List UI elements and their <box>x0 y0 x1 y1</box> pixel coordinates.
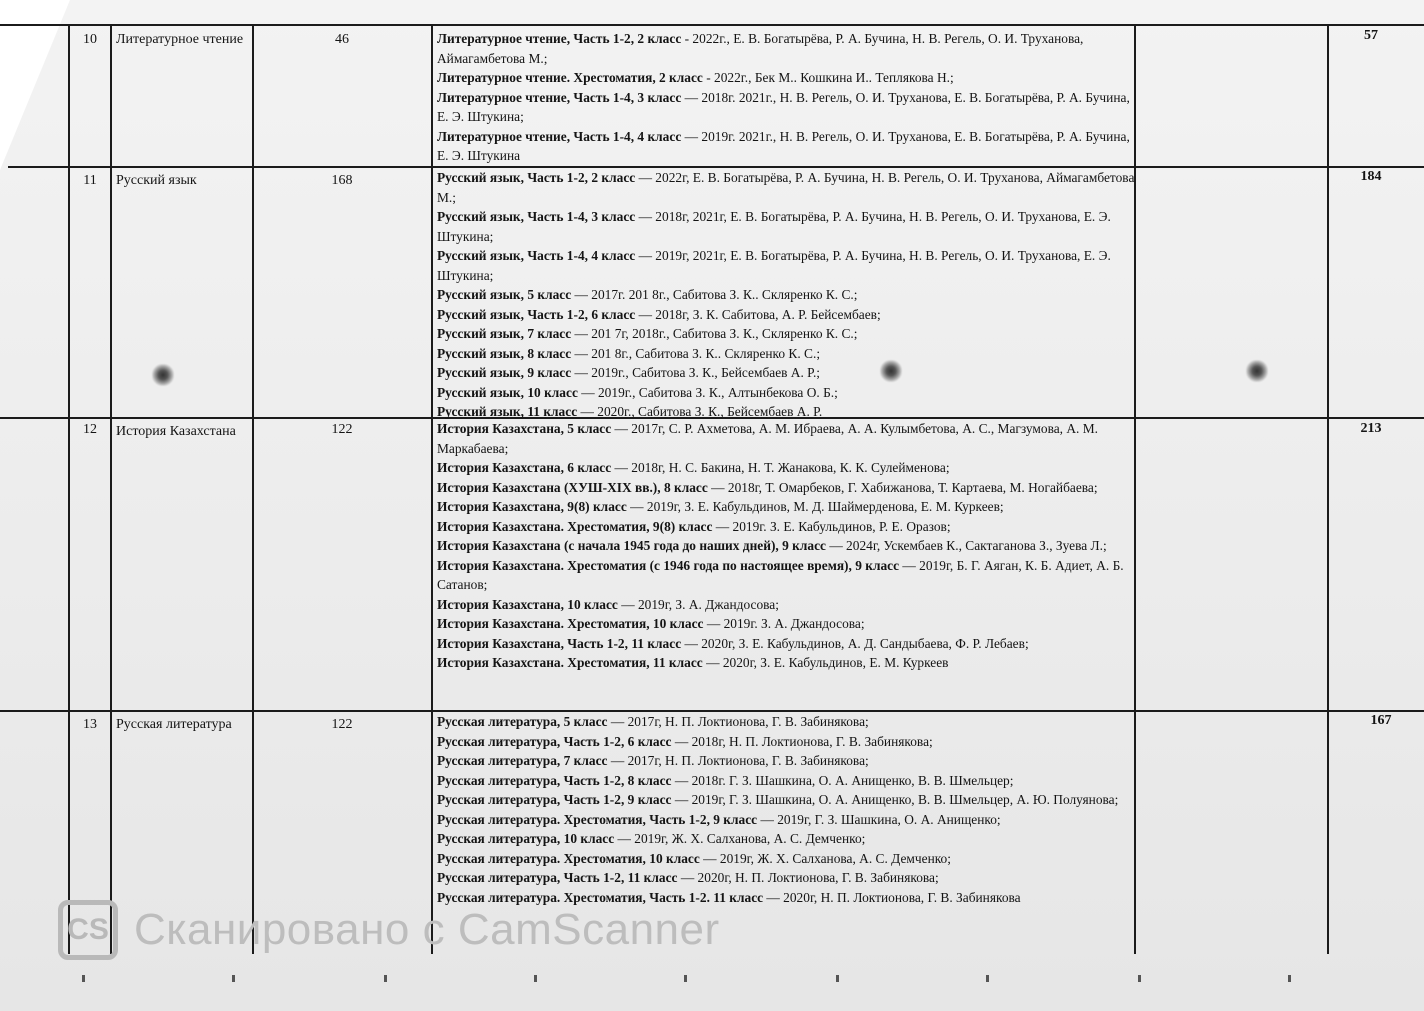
hours-value: 168 <box>331 173 353 188</box>
total-value: 167 <box>1370 713 1392 728</box>
textbook-entry: Русская литература, 7 класс — 2017г, Н. П. Локтионова, Г. В. Забинякова; <box>437 753 869 768</box>
scan-dot <box>534 975 537 982</box>
textbook-entry: Русский язык, Часть 1-2, 2 класс — 2022г, Е. В. Богатырёва, Р. А. Бучина, Н. В. Регель, О. И. Труханова, Аймагамбетова М.; <box>437 170 1135 205</box>
scan-dot <box>986 975 989 982</box>
textbook-entry: Русская литература, 10 класс — 2019г, Ж. Х. Салханова, А. С. Демченко; <box>437 831 866 846</box>
scan-dot <box>684 975 687 982</box>
scan-dot <box>1288 975 1291 982</box>
textbook-entry: Литературное чтение. Хрестоматия, 2 класс - 2022г., Бек М.. Кошкина И.. Теплякова Н.; <box>437 70 954 85</box>
hours-value: 122 <box>331 422 353 437</box>
textbook-entry: Русская литература, 5 класс — 2017г, Н. П. Локтионова, Г. В. Забинякова; <box>437 714 869 729</box>
textbook-entry: История Казахстана, 5 класс — 2017г, С. Р. Ахметова, А. М. Ибраева, А. А. Кулымбетова, А. С., Магзумова, А. М. Маркабаева; <box>437 421 1098 456</box>
textbook-entry: Литературное чтение, Часть 1-4, 3 класс — 2018г. 2021г., Н. В. Регель, О. И. Труханова, Е. В. Богатырёва, Р. А. Бучина, Е. Э. Штукина; <box>437 89 1130 124</box>
hours-value: 46 <box>335 32 349 47</box>
subject-name: История Казахстана <box>116 424 236 439</box>
textbook-entry: Русский язык, Часть 1-4, 3 класс — 2018г, 2021г, Е. В. Богатырёва, Р. А. Бучина, Н. В. Регель, О. И. Труханова, Е. Э. Штукина; <box>437 209 1111 244</box>
subject-name: Русский язык <box>116 173 197 188</box>
textbook-entry: История Казахстана. Хрестоматия, 11 класс — 2020г, З. Е. Кабульдинов, Е. М. Куркеев <box>437 655 949 670</box>
textbook-entry: Русский язык, 11 класс — 2020г., Сабитова З. К., Бейсембаев А. Р. <box>437 404 823 419</box>
textbook-entry: История Казахстана. Хрестоматия, 10 класс — 2019г. З. А. Джандосова; <box>437 616 865 631</box>
scan-dot <box>1138 975 1141 982</box>
total-value: 57 <box>1364 28 1378 43</box>
stamp-smudge <box>1246 360 1268 382</box>
textbook-entry: История Казахстана. Хрестоматия, 9(8) класс — 2019г. З. Е. Кабульдинов, Р. Е. Оразов; <box>437 518 951 534</box>
subject-name: Русская литература <box>116 717 232 732</box>
textbook-entry: Русская литература. Хрестоматия, 10 класс — 2019г, Ж. Х. Салханова, А. С. Демченко; <box>437 850 951 866</box>
textbook-entry: Русский язык, Часть 1-2, 6 класс — 2018г, З. К. Сабитова, А. Р. Бейсембаев; <box>437 306 881 322</box>
textbook-list <box>437 168 1137 422</box>
textbook-entry: Литературное чтение, Часть 1-2, 2 класс - 2022г., Е. В. Богатырёва, Р. А. Бучина, Н. В. Регель, О. И. Труханова, Аймагамбетова М.; <box>437 31 1084 66</box>
scan-dot <box>836 975 839 982</box>
subject-name: Литературное чтение <box>116 32 244 47</box>
total-value: 213 <box>1360 421 1382 436</box>
watermark-text: Сканировано с CamScanner <box>134 905 720 954</box>
textbook-entry: История Казахстана (с начала 1945 года до наших дней), 9 класс — 2024г, Ускембаев К., Сактаганова З., Зуева Л.; <box>437 538 1107 553</box>
textbook-entry: История Казахстана, 9(8) класс — 2019г, З. Е. Кабульдинов, М. Д. Шаймерденова, Е. М. Куркеев; <box>437 499 1004 514</box>
textbook-entry: Русская литература, Часть 1-2, 11 класс — 2020г, Н. П. Локтионова, Г. В. Забинякова; <box>437 870 939 885</box>
textbook-list <box>437 29 1137 166</box>
stamp-smudge <box>880 360 902 382</box>
textbook-entry: Русская литература, Часть 1-2, 6 класс — 2018г, Н. П. Локтионова, Г. В. Забинякова; <box>437 733 933 749</box>
total-value: 184 <box>1360 169 1382 184</box>
textbook-entry: История Казахстана. Хрестоматия (с 1946 года по настоящее время), 9 класс — 2019г, Б. Г. Аяган, К. Б. Адиет, А. Б. Сатанов; <box>437 557 1124 592</box>
row-number: 12 <box>83 422 97 437</box>
textbook-entry: История Казахстана, 10 класс — 2019г, З. А. Джандосова; <box>437 596 779 612</box>
row-divider <box>0 24 1424 26</box>
scan-dot <box>232 975 235 982</box>
textbook-entry: Русская литература, Часть 1-2, 8 класс — 2018г. Г. З. Шашкина, О. А. Анищенко, В. В. Шмельцер; <box>437 772 1014 788</box>
textbook-entry: Русский язык, 5 класс — 2017г. 201 8г., Сабитова З. К.. Скляренко К. С.; <box>437 287 858 302</box>
stamp-smudge <box>152 364 174 386</box>
textbook-entry: Русский язык, 7 класс — 201 7г, 2018г., Сабитова З. К., Скляренко К. С.; <box>437 326 858 341</box>
textbook-entry: Русский язык, Часть 1-4, 4 класс — 2019г, 2021г, Е. В. Богатырёва, Р. А. Бучина, Н. В. Регель, О. И. Труханова, Е. Э. Штукина; <box>437 248 1111 283</box>
textbook-entry: История Казахстана, 6 класс — 2018г, Н. С. Бакина, Н. Т. Жанакова, К. К. Сулейменова; <box>437 460 950 475</box>
textbook-entry: История Казахстана (ХУШ-ХІХ вв.), 8 класс — 2018г, Т. Омарбеков, Г. Хабижанова, Т. Картаева, М. Ногайбаева; <box>437 479 1098 495</box>
camscanner-logo-icon: CS <box>58 900 118 960</box>
scan-dot <box>384 975 387 982</box>
textbook-entry: Русский язык, 8 класс — 201 8г., Сабитова З. К.. Скляренко К. С.; <box>437 345 821 361</box>
textbook-list <box>437 419 1137 673</box>
textbook-list <box>437 712 1137 907</box>
column-divider <box>1327 24 1329 954</box>
scan-dot <box>82 975 85 982</box>
row-number: 11 <box>83 173 97 188</box>
column-divider <box>252 24 254 954</box>
textbook-entry: Русская литература. Хрестоматия, Часть 1-2. 11 класс — 2020г, Н. П. Локтионова, Г. В. Забинякова <box>437 889 1021 905</box>
column-divider <box>431 24 433 954</box>
hours-value: 122 <box>331 717 353 732</box>
row-number: 10 <box>83 32 97 47</box>
camscanner-watermark <box>58 900 720 960</box>
textbook-entry: Русская литература, Часть 1-2, 9 класс — 2019г, Г. З. Шашкина, О. А. Анищенко, В. В. Шмельцер, А. Ю. Полуянова; <box>437 792 1119 807</box>
textbook-entry: Русский язык, 9 класс — 2019г., Сабитова З. К., Бейсембаев А. Р.; <box>437 365 821 380</box>
textbook-entry: Литературное чтение, Часть 1-4, 4 класс — 2019г. 2021г., Н. В. Регель, О. И. Труханова, Е. В. Богатырёва, Р. А. Бучина, Е. Э. Штукина <box>437 128 1130 163</box>
row-number: 13 <box>83 717 97 732</box>
textbook-entry: История Казахстана, Часть 1-2, 11 класс — 2020г, З. Е. Кабульдинов, А. Д. Сандыбаева, Ф. Р. Лебаев; <box>437 635 1029 651</box>
textbook-entry: Русский язык, 10 класс — 2019г., Сабитова З. К., Алтынбекова О. Б.; <box>437 384 838 400</box>
column-divider <box>110 24 112 954</box>
column-divider <box>68 24 70 954</box>
textbook-entry: Русская литература. Хрестоматия, Часть 1-2, 9 класс — 2019г, Г. З. Шашкина, О. А. Анищенко; <box>437 811 1001 827</box>
